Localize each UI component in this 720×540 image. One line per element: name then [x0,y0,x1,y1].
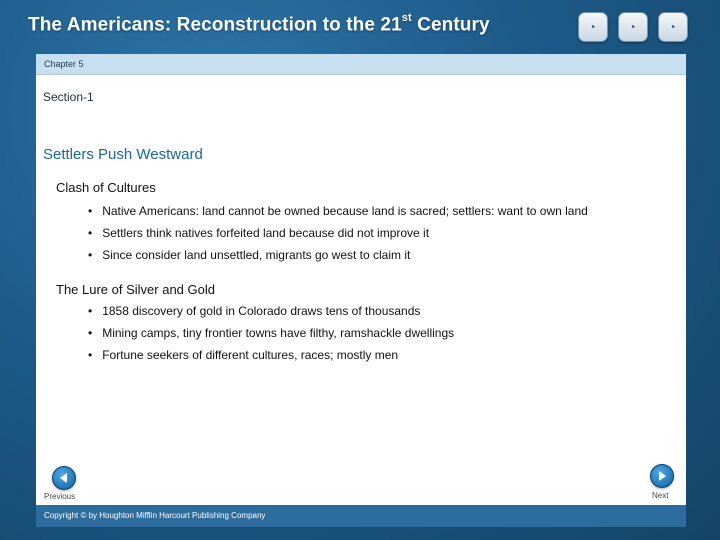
list-item: • Fortune seekers of different cultures, races; mostly men [88,344,454,366]
section-label: Section-1 [43,90,94,104]
list-item: • Settlers think natives forfeited land because did not improve it [88,222,588,244]
toolbar-icon-2[interactable]: ■ [618,12,648,42]
bullet-list-2 [88,300,454,366]
page-title: The Americans: Reconstruction to the 21st Century [28,12,490,36]
toolbar-icon-3[interactable]: ■ [658,12,688,42]
copyright-footer: Copyright © by Houghton Mifflin Harcourt Publishing Company [36,505,686,527]
previous-label[interactable]: Previous [44,492,76,501]
topic-heading-2: The Lure of Silver and Gold [56,282,215,297]
list-item: • 1858 discovery of gold in Colorado draws tens of thousands [88,300,454,322]
arrow-right-icon [656,470,668,482]
next-button[interactable] [650,464,674,488]
bullet-list-1 [88,200,588,266]
topic-heading-1: Clash of Cultures [56,180,156,195]
content-panel [36,54,686,527]
list-item: • Mining camps, tiny frontier towns have filthy, ramshackle dwellings [88,322,454,344]
toolbar-icons [578,12,688,42]
list-item: • Since consider land unsettled, migrants go west to claim it [88,244,588,266]
arrow-left-icon [58,472,70,484]
previous-button[interactable] [52,466,76,490]
next-label[interactable]: Next [652,491,669,500]
toolbar-icon-1[interactable]: ■ [578,12,608,42]
chapter-label: Chapter 5 [36,54,686,75]
list-item: • Native Americans: land cannot be owned because land is sacred; settlers: want to own land [88,200,588,222]
slide-title: Settlers Push Westward [43,146,203,163]
